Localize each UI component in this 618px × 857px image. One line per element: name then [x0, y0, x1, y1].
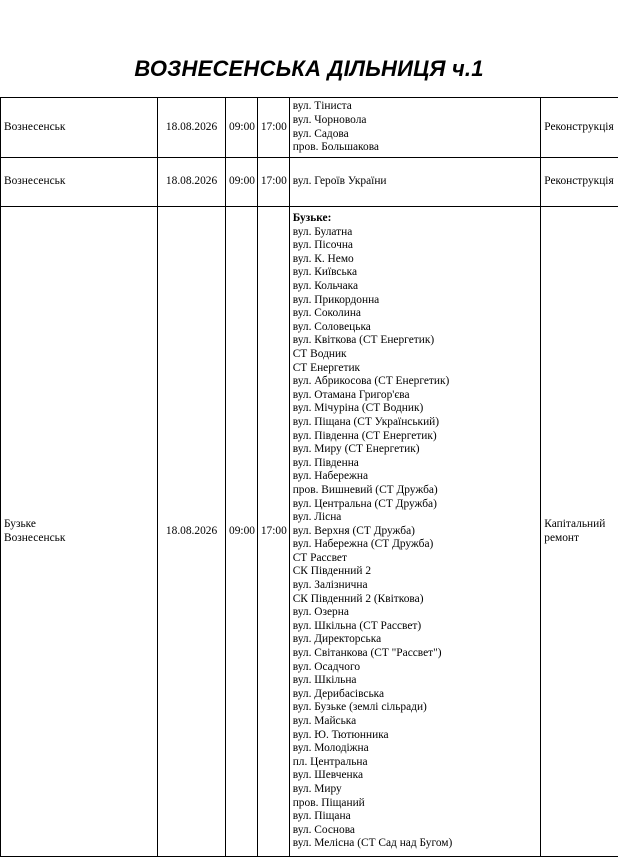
settlement-name: Вознесенськ: [4, 175, 66, 188]
address-line: вул. Лісна: [292, 511, 342, 524]
address-list-cell: [289, 158, 541, 207]
address-line: вул. Південна: [292, 456, 359, 469]
address-line: вул. Світанкова (СТ "Рассвет"): [292, 647, 442, 660]
address-list-cell: [289, 207, 541, 857]
outage-schedule-table: [0, 97, 618, 857]
address-line: вул. К. Немо: [292, 252, 354, 265]
work-type: ремонт: [544, 531, 579, 544]
address-line: вул. Абрикосова (СТ Енергетик): [292, 375, 450, 388]
address-line: вул. Тіниста: [292, 100, 352, 113]
address-line: вул. Центральна (СТ Дружба): [292, 497, 437, 510]
address-line: вул. Київська: [292, 266, 358, 279]
address-line: вул. Дерибасівська: [292, 687, 385, 700]
settlement-cell: [1, 98, 158, 158]
address-line: вул. Садова: [292, 127, 349, 140]
address-line: вул. Шевченка: [292, 769, 364, 782]
settlement-name: Вознесенськ: [4, 531, 66, 544]
date-cell: 18.08.2026: [158, 158, 226, 207]
address-line: вул. Соколина: [292, 307, 361, 320]
work-type: Реконструкція: [544, 120, 614, 133]
address-line: вул. Озерна: [292, 606, 349, 619]
address-line: пров. Большакова: [292, 141, 379, 154]
address-line: вул. Пісочна: [292, 239, 353, 252]
settlement-name: Бузьке: [4, 517, 36, 530]
address-line: вул. Миру: [292, 782, 342, 795]
date-cell: 18.08.2026: [158, 98, 226, 158]
address-line: вул. Мелісна (СТ Сад над Бугом): [292, 837, 453, 850]
work-type-cell: [541, 207, 618, 857]
address-line: СК Південний 2 (Квіткова): [292, 592, 424, 605]
end-time-cell: 17:00: [257, 98, 289, 158]
address-line: вул. Миру (СТ Енергетик): [292, 443, 420, 456]
address-line: вул. Верхня (СТ Дружба): [292, 524, 415, 537]
work-type-cell: [541, 158, 618, 207]
address-line: вул. Набережна: [292, 470, 369, 483]
address-line: вул. Осадчого: [292, 660, 361, 673]
address-line: вул. Бузьке (землі сільради): [292, 701, 427, 714]
address-line: вул. Мічуріна (СТ Водник): [292, 402, 424, 415]
address-line: вул. Чорновола: [292, 113, 367, 126]
table-row: [1, 158, 618, 207]
date-cell: 18.08.2026: [158, 207, 226, 857]
end-time-cell: 17:00: [257, 207, 289, 857]
work-type: Реконструкція: [544, 175, 614, 188]
address-line: СТ Водник: [292, 347, 347, 360]
address-line: вул. Піщана: [292, 810, 351, 823]
address-line: вул. Прикордонна: [292, 293, 380, 306]
address-line: вул. Героїв України: [292, 175, 387, 188]
address-line: вул. Залізнична: [292, 579, 368, 592]
address-line: пл. Центральна: [292, 755, 368, 768]
page-title: ВОЗНЕСЕНСЬКА ДІЛЬНИЦЯ ч.1: [134, 56, 484, 81]
settlement-cell: [1, 158, 158, 207]
settlement-name: Вознесенськ: [4, 120, 66, 133]
address-line: вул. Південна (СТ Енергетик): [292, 429, 437, 442]
address-line: вул. Булатна: [292, 225, 353, 238]
address-line: вул. Отамана Григор'єва: [292, 388, 410, 401]
address-line: вул. Набережна (СТ Дружба): [292, 538, 434, 551]
address-line: вул. Соловецька: [292, 320, 371, 333]
address-list-cell: [289, 98, 541, 158]
table-row: [1, 207, 618, 857]
address-line: вул. Майська: [292, 715, 357, 728]
address-line: вул. Ю. Тютюнника: [292, 728, 389, 741]
address-heading: Бузьке:: [292, 212, 332, 225]
address-line: вул. Квіткова (СТ Енергетик): [292, 334, 435, 347]
end-time-cell: 17:00: [257, 158, 289, 207]
address-line: вул. Шкільна (СТ Рассвет): [292, 619, 422, 632]
address-line: СТ Енергетик: [292, 361, 361, 374]
address-line: вул. Молодіжна: [292, 742, 369, 755]
address-line: СК Південний 2: [292, 565, 372, 578]
table-row: [1, 98, 618, 158]
address-line: вул. Піщана (СТ Український): [292, 415, 440, 428]
start-time-cell: 09:00: [226, 98, 258, 158]
start-time-cell: 09:00: [226, 207, 258, 857]
address-line: пров. Піщаний: [292, 796, 365, 809]
address-line: вул. Шкільна: [292, 674, 357, 687]
work-type: Капітальний: [544, 517, 606, 530]
work-type-cell: [541, 98, 618, 158]
address-line: вул. Директорська: [292, 633, 382, 646]
address-line: пров. Вишневий (СТ Дружба): [292, 483, 438, 496]
address-line: вул. Соснова: [292, 823, 355, 836]
address-list: [293, 226, 538, 851]
address-line: СТ Рассвет: [292, 551, 347, 564]
settlement-cell: [1, 207, 158, 857]
start-time-cell: 09:00: [226, 158, 258, 207]
address-line: вул. Кольчака: [292, 280, 359, 293]
